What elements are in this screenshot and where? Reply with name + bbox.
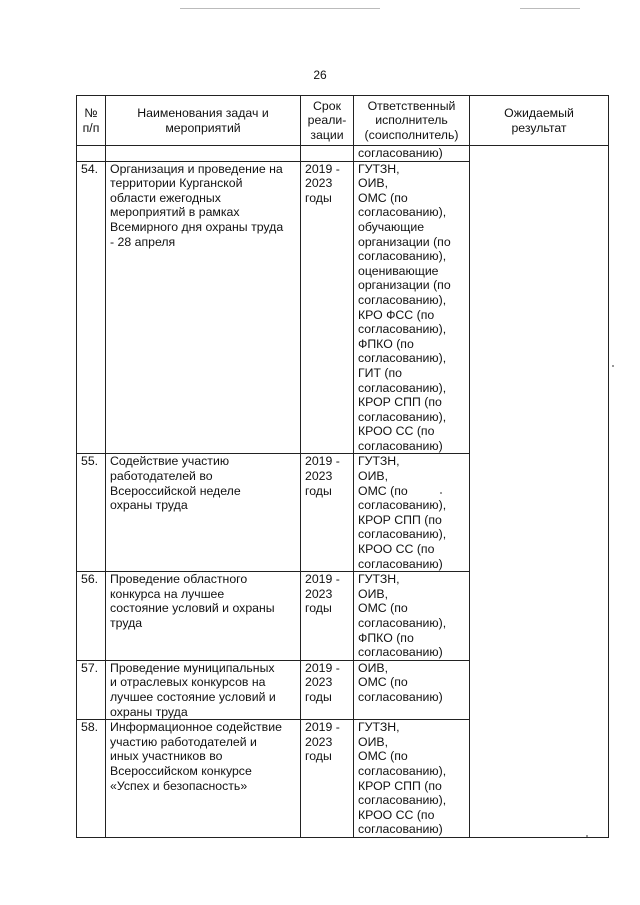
- cell-term: [301, 660, 354, 719]
- text-line: состояние условий и охраны: [110, 601, 275, 616]
- text-line: годы: [305, 601, 332, 616]
- cell-name: [106, 146, 301, 162]
- cell-executor: [354, 454, 470, 572]
- text-line: Ответственный: [367, 98, 456, 113]
- text-line: области ежегодных: [110, 190, 221, 205]
- text-line: КРОР СПП (по: [358, 512, 442, 527]
- cell-term: [301, 146, 354, 162]
- text-line: Срок: [313, 98, 341, 113]
- text-line: реали-: [307, 113, 347, 128]
- text-line: труда: [110, 616, 143, 630]
- text-line: ГУТЗН,: [358, 161, 400, 176]
- cell-number: 55.: [77, 454, 106, 572]
- text-line: Наименования задач и: [137, 105, 269, 120]
- cell-name: [106, 572, 301, 661]
- text-line: исполнитель: [375, 113, 448, 128]
- text-line: обучающие: [358, 219, 425, 234]
- text-line: годы: [305, 749, 332, 764]
- text-line: Проведение муниципальных: [110, 660, 275, 675]
- text-line: согласованию),: [358, 351, 447, 366]
- text-line: участию работодателей и: [110, 734, 257, 749]
- text-line: и отраслевых конкурсов на: [110, 675, 266, 690]
- text-line: Информационное содействие: [110, 720, 282, 735]
- text-line: КРОО СС (по: [358, 424, 435, 439]
- text-line: Ожидаемый: [504, 105, 574, 120]
- text-line: работодателей во: [110, 469, 213, 484]
- text-line: 2023: [305, 469, 333, 484]
- text-line: Проведение областного: [110, 572, 248, 587]
- text-line: согласованию): [358, 146, 443, 160]
- text-line: лучшее состояние условий и: [110, 689, 276, 704]
- text-line: ОИВ,: [358, 469, 389, 484]
- text-line: Всероссийском конкурсе: [110, 763, 252, 778]
- cell-name: [106, 720, 301, 838]
- text-line: мероприятий: [165, 120, 241, 135]
- cell-number: 56.: [77, 572, 106, 661]
- cell-executor: [354, 720, 470, 838]
- cell-name: [106, 454, 301, 572]
- text-line: ОМС (по: [358, 190, 408, 205]
- text-line: КРОО СС (по: [358, 807, 435, 822]
- cell-result: [470, 146, 609, 838]
- cell-executor: [354, 146, 470, 162]
- cell-name: [106, 161, 301, 454]
- text-line: зации: [310, 127, 344, 142]
- text-line: ОМС (по: [358, 601, 408, 616]
- text-line: 2019 -: [305, 572, 340, 587]
- cell-term: [301, 454, 354, 572]
- text-line: конкурса на лучшее: [110, 586, 225, 601]
- text-line: «Успех и безопасность»: [110, 778, 248, 793]
- text-line: согласованию),: [358, 292, 447, 307]
- text-line: ОИВ,: [358, 176, 389, 191]
- text-line: ФПКО (по: [358, 336, 414, 351]
- text-line: ГУТЗН,: [358, 454, 400, 469]
- text-line: согласованию): [358, 556, 443, 571]
- text-line: согласованию),: [358, 249, 447, 264]
- text-line: результат: [511, 120, 567, 135]
- cell-number: [77, 146, 106, 162]
- text-line: Всероссийской неделе: [110, 483, 241, 498]
- text-line: ГУТЗН,: [358, 572, 400, 587]
- text-line: ОИВ,: [358, 586, 389, 601]
- text-line: 2023: [305, 176, 333, 191]
- header-name: [106, 96, 301, 146]
- text-line: ФПКО (по: [358, 630, 414, 645]
- text-line: согласованию),: [358, 380, 447, 395]
- text-line: согласованию): [358, 822, 443, 837]
- text-line: 2019 -: [305, 660, 340, 675]
- cell-executor: [354, 660, 470, 719]
- text-line: годы: [305, 483, 332, 498]
- text-line: согласованию): [358, 689, 443, 704]
- cell-name: [106, 660, 301, 719]
- text-line: (соисполнитель): [364, 127, 459, 142]
- header-number: [77, 96, 106, 146]
- text-line: территории Курганской: [110, 176, 243, 191]
- text-line: КРОО СС (по: [358, 542, 435, 557]
- text-line: 2023: [305, 586, 333, 601]
- text-line: 2019 -: [305, 161, 340, 176]
- text-line: согласованию),: [358, 616, 447, 630]
- text-line: ОМС (по: [358, 749, 408, 764]
- action-plan-table: [76, 95, 609, 838]
- text-line: ОИВ,: [358, 660, 389, 675]
- text-line: охраны труда: [110, 498, 188, 513]
- text-line: согласованию),: [358, 498, 447, 513]
- text-line: согласованию),: [358, 322, 447, 337]
- cell-term: [301, 161, 354, 454]
- cell-number: 57.: [77, 660, 106, 719]
- text-line: оценивающие: [358, 263, 439, 278]
- scan-artifact: [520, 8, 580, 9]
- text-line: ОИВ,: [358, 734, 389, 749]
- cell-number: 58.: [77, 720, 106, 838]
- table-header-row: [77, 96, 609, 146]
- header-term: [301, 96, 354, 146]
- text-line: согласованию),: [358, 205, 447, 220]
- cell-executor: [354, 161, 470, 454]
- header-executor: [354, 96, 470, 146]
- text-line: согласованию): [358, 645, 443, 660]
- text-line: КРО ФСС (по: [358, 307, 435, 322]
- text-line: ГУТЗН,: [358, 720, 400, 735]
- text-line: 2023: [305, 734, 333, 749]
- text-line: КРОР СПП (по: [358, 395, 442, 410]
- cell-term: [301, 720, 354, 838]
- text-line: организации (по: [358, 234, 451, 249]
- text-line: охраны труда: [110, 704, 188, 719]
- text-line: 2023: [305, 675, 333, 690]
- text-line: иных участников во: [110, 749, 223, 764]
- text-line: №: [84, 105, 98, 120]
- text-line: согласованию),: [358, 763, 447, 778]
- text-line: согласованию),: [358, 409, 447, 424]
- continuation-row: [77, 146, 609, 162]
- scan-artifact: [180, 8, 380, 9]
- text-line: Всемирного дня охраны труда: [110, 219, 284, 234]
- cell-term: [301, 572, 354, 661]
- text-line: ГИТ (по: [358, 365, 403, 380]
- cell-executor: [354, 572, 470, 661]
- text-line: согласованию): [358, 438, 443, 453]
- text-line: согласованию),: [358, 527, 447, 542]
- text-line: годы: [305, 190, 332, 205]
- text-line: п/п: [82, 120, 100, 135]
- text-line: 2019 -: [305, 720, 340, 735]
- cell-number: 54.: [77, 161, 106, 454]
- text-line: КРОР СПП (по: [358, 778, 442, 793]
- page-number: 26: [313, 68, 327, 82]
- scan-speck: [612, 365, 614, 367]
- text-line: организации (по: [358, 278, 451, 293]
- text-line: 2019 -: [305, 454, 340, 469]
- text-line: годы: [305, 689, 332, 704]
- text-line: ОМС (по: [358, 675, 408, 690]
- text-line: Содействие участию: [110, 454, 230, 469]
- header-result: [470, 96, 609, 146]
- text-line: - 28 апреля: [110, 234, 176, 249]
- text-line: ОМС (по: [358, 483, 408, 498]
- text-line: Организация и проведение на: [110, 161, 283, 176]
- text-line: согласованию),: [358, 793, 447, 808]
- text-line: мероприятий в рамках: [110, 205, 240, 220]
